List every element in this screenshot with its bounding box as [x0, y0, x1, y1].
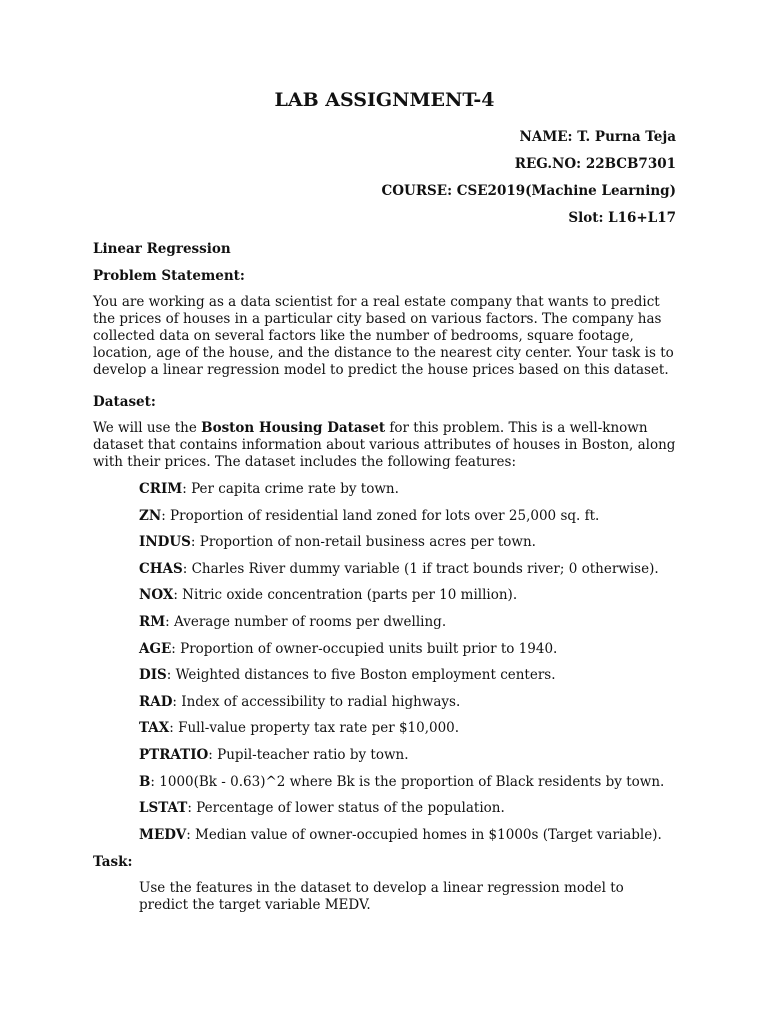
- student-name: NAME: T. Purna Teja: [519, 129, 676, 145]
- list-item: [139, 614, 676, 631]
- feature-name: MEDV: [139, 826, 187, 843]
- feature-name: RM: [139, 613, 166, 630]
- feature-desc: : 1000(Bk - 0.63)^2 where Bk is the proportion of Black residents by town.: [150, 773, 665, 790]
- list-item: [139, 827, 676, 844]
- feature-desc: : Index of accessibility to radial highways.: [172, 693, 461, 710]
- feature-desc: : Nitric oxide concentration (parts per 10 million).: [173, 587, 518, 604]
- task-text: Use the features in the dataset to develop a linear regression model to predict the target variable MEDV.: [139, 880, 624, 914]
- list-item: [139, 667, 676, 684]
- feature-list: [139, 481, 676, 844]
- dataset-intro-rest: for this problem. This is a well-known dataset that contains information about various attributes of houses in Boston, along with their prices. The dataset includes the following features:: [93, 420, 676, 470]
- document-page: [93, 88, 676, 928]
- feature-desc: : Proportion of non-retail business acres per town.: [190, 534, 536, 551]
- feature-desc: : Percentage of lower status of the population.: [187, 800, 505, 817]
- feature-name: RAD: [139, 693, 173, 710]
- feature-desc: : Pupil-teacher ratio by town.: [208, 746, 409, 763]
- list-item: [139, 561, 676, 578]
- list-item: [139, 720, 676, 737]
- feature-desc: : Proportion of residential land zoned for lots over 25,000 sq. ft.: [161, 507, 600, 524]
- list-item: [139, 587, 676, 604]
- task-heading: Task:: [93, 854, 133, 871]
- feature-desc: : Proportion of owner-occupied units built prior to 1940.: [171, 640, 558, 657]
- problem-heading: Problem Statement:: [93, 268, 245, 284]
- list-item: [139, 774, 676, 791]
- feature-desc: : Per capita crime rate by town.: [182, 481, 399, 497]
- feature-desc: : Weighted distances to five Boston employment centers.: [166, 667, 556, 684]
- feature-name: TAX: [139, 720, 170, 737]
- feature-name: CRIM: [139, 481, 183, 497]
- list-item: [139, 641, 676, 658]
- feature-name: AGE: [139, 640, 172, 657]
- feature-name: NOX: [139, 587, 174, 604]
- feature-name: B: [139, 773, 151, 790]
- feature-name: LSTAT: [139, 800, 188, 817]
- feature-name: DIS: [139, 667, 167, 684]
- feature-desc: : Average number of rooms per dwelling.: [165, 613, 447, 630]
- course-info: COURSE: CSE2019(Machine Learning): [381, 183, 676, 199]
- list-item: [139, 800, 676, 817]
- slot-info: Slot: L16+L17: [568, 210, 676, 226]
- registration-number: REG.NO: 22BCB7301: [514, 156, 676, 172]
- feature-name: INDUS: [139, 534, 191, 551]
- section-title: Linear Regression: [93, 241, 231, 257]
- problem-text: You are working as a data scientist for a real estate company that wants to predict the prices of houses in a particular city based on various factors. The company has collected data on several factors like the number of bedrooms, square footage, location, age of the house, and the distance to the nearest city center. Your task is to develop a linear regression model to predict the house prices based on this dataset.: [93, 294, 674, 378]
- list-item: [139, 694, 676, 711]
- dataset-intro: [93, 420, 676, 471]
- feature-name: CHAS: [139, 560, 183, 577]
- feature-desc: : Median value of owner-occupied homes in $1000s (Target variable).: [186, 826, 662, 843]
- student-info: [93, 128, 676, 228]
- list-item: [139, 481, 676, 498]
- list-item: [139, 747, 676, 764]
- feature-desc: : Full-value property tax rate per $10,000.: [169, 720, 460, 737]
- list-item: [139, 508, 676, 525]
- feature-name: ZN: [139, 507, 162, 524]
- feature-name: PTRATIO: [139, 746, 209, 763]
- feature-desc: : Charles River dummy variable (1 if tract bounds river; 0 otherwise).: [182, 560, 659, 577]
- list-item: [139, 534, 676, 551]
- dataset-heading: Dataset:: [93, 394, 156, 410]
- document-title: LAB ASSIGNMENT-4: [274, 89, 495, 111]
- dataset-intro-start: We will use the: [93, 420, 202, 436]
- dataset-name: Boston Housing Dataset: [201, 420, 386, 436]
